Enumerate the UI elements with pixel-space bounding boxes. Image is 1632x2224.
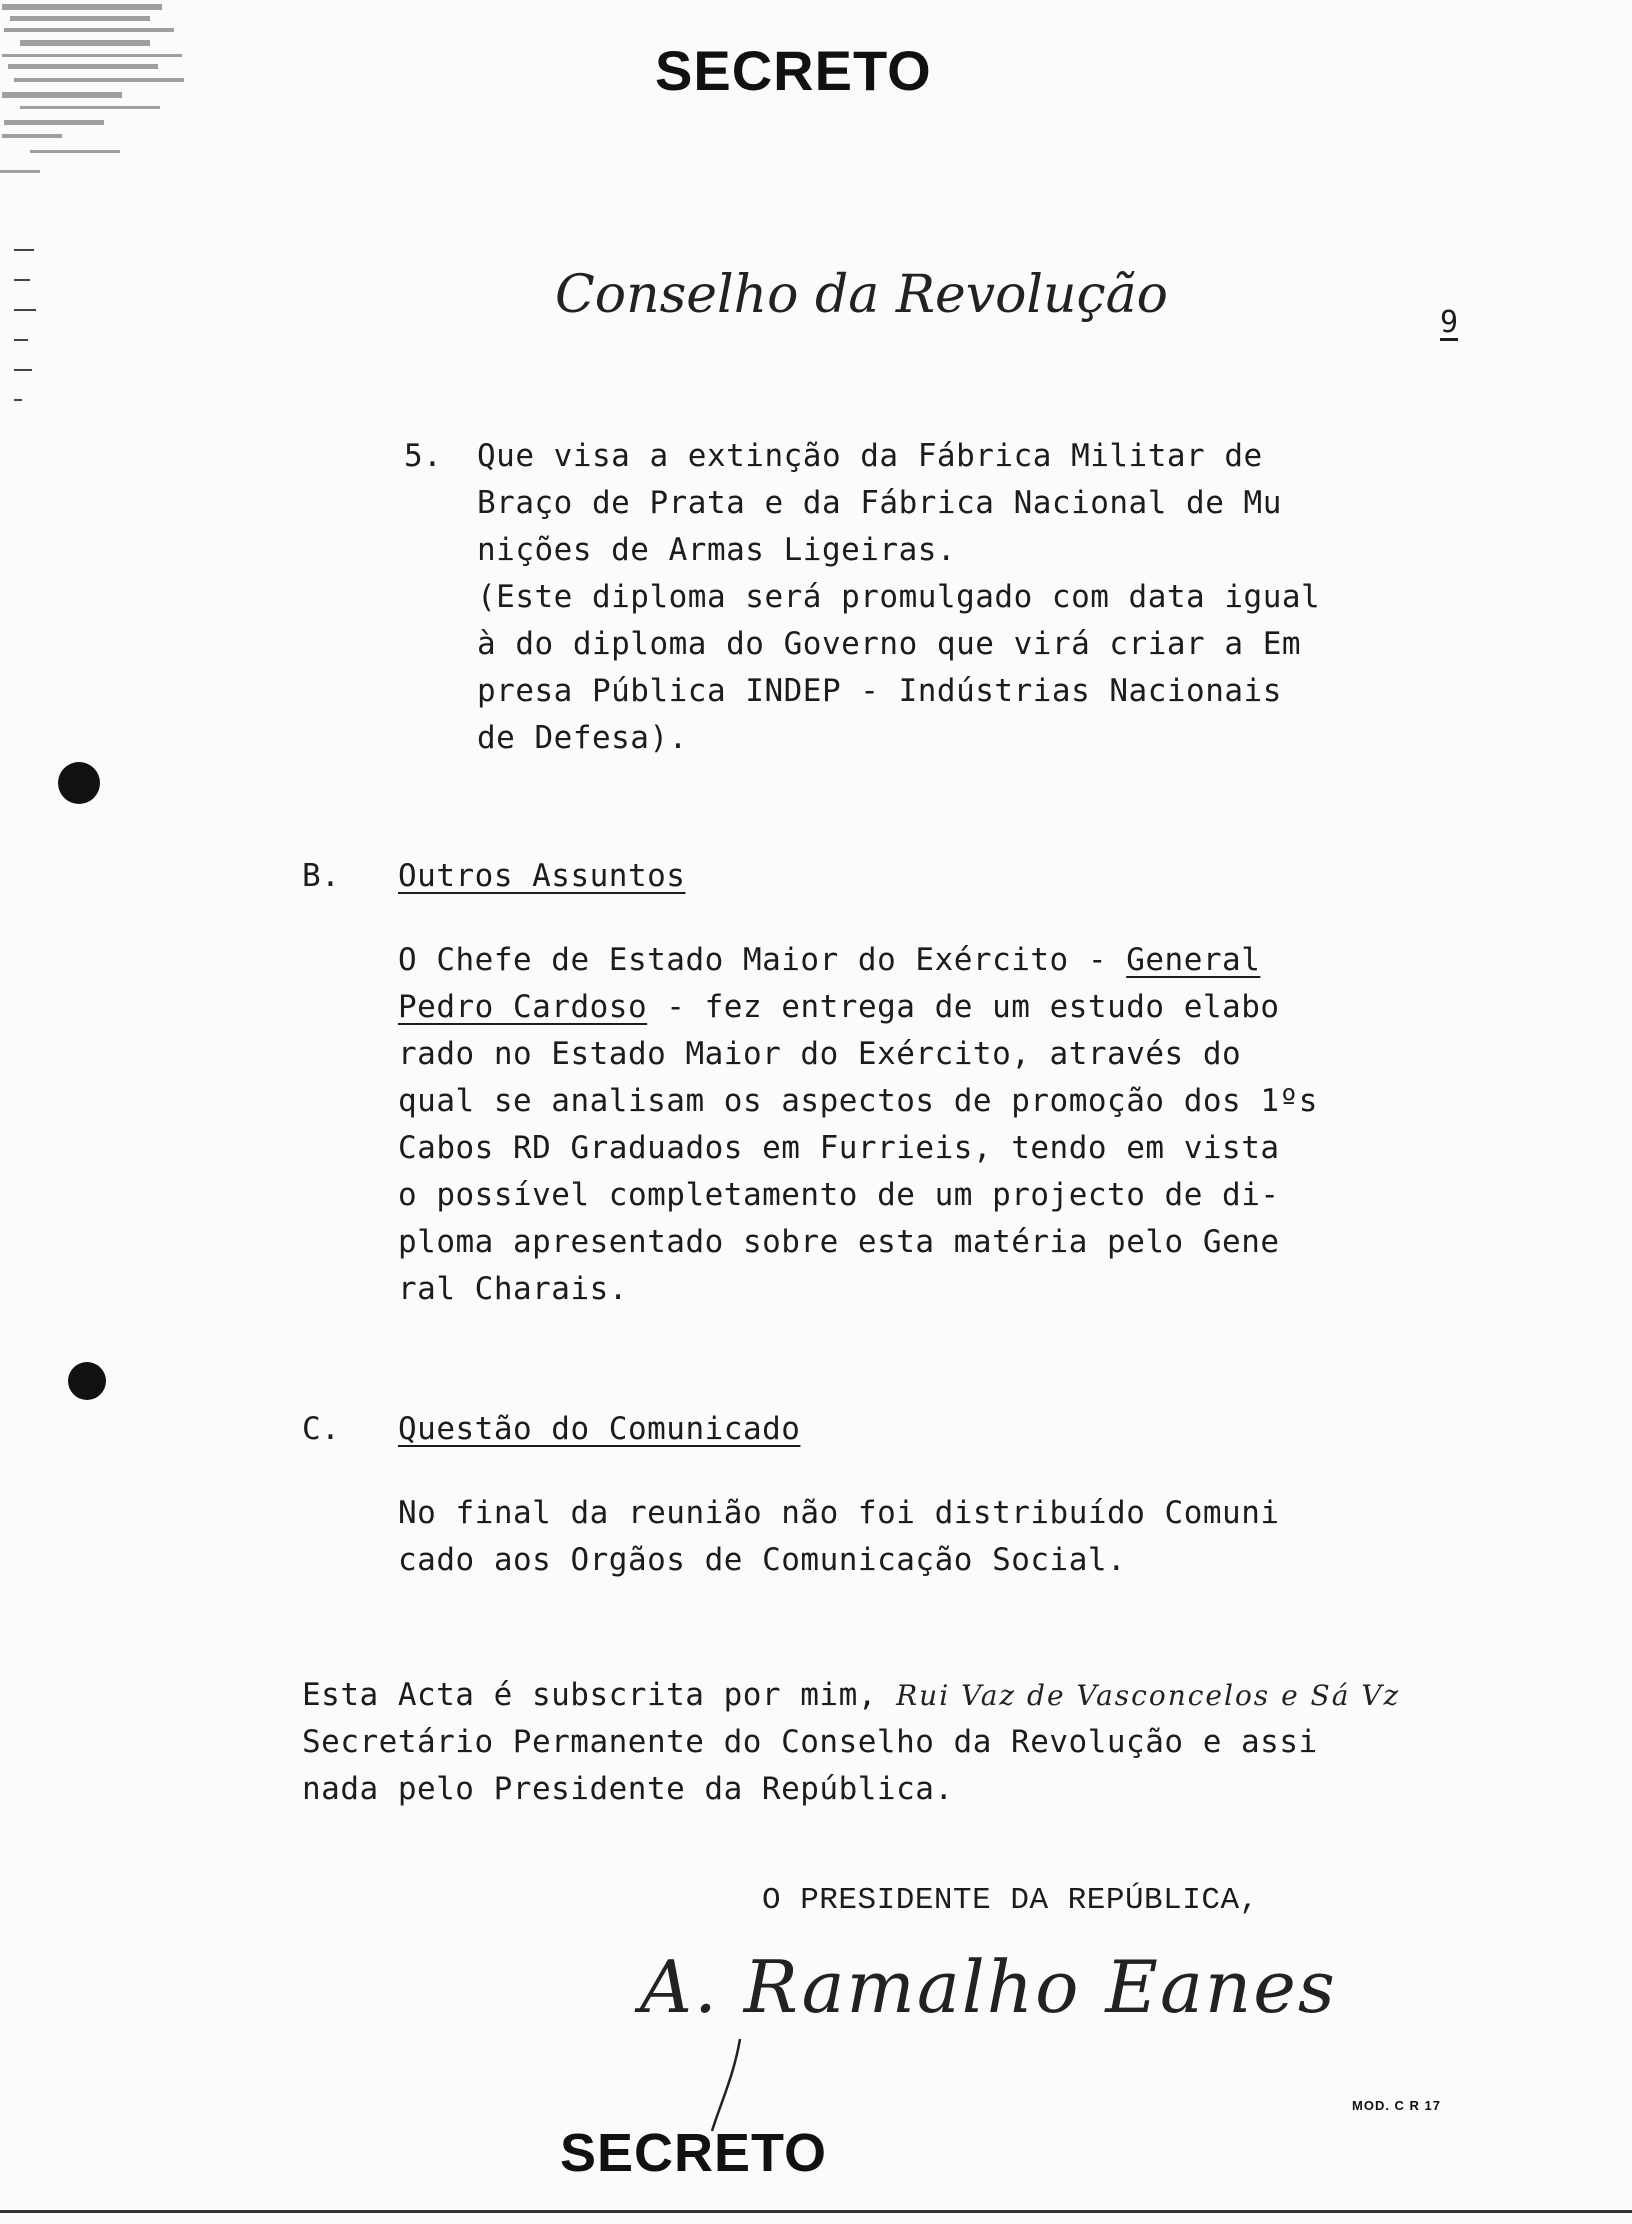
- section-b-line: qual se analisam os aspectos de promoção dos 1ºs: [398, 1083, 1318, 1119]
- item-5-line: Que visa a extinção da Fábrica Militar de: [477, 438, 1263, 474]
- item-5-line: presa Pública INDEP - Indústrias Nacionais: [477, 673, 1282, 709]
- closing-line: nada pelo Presidente da República.: [302, 1771, 954, 1807]
- margin-ticks: [10, 240, 40, 430]
- punch-hole-top: [58, 762, 100, 804]
- closing-line: Secretário Permanente do Conselho da Revolução e assi: [302, 1724, 1318, 1760]
- item-5-line: nições de Armas Ligeiras.: [477, 532, 957, 568]
- page-number: 9: [1440, 305, 1459, 340]
- closing-text: Esta Acta é subscrita por mim,: [302, 1677, 877, 1713]
- section-c-line: cado aos Orgãos de Comunicação Social.: [398, 1542, 1127, 1578]
- item-5-number: 5.: [404, 438, 443, 474]
- form-code: MOD. C R 17: [1352, 2098, 1442, 2113]
- item-5-line: (Este diploma será promulgado com data igual: [477, 579, 1321, 615]
- section-b-line: o possível completamento de um projecto de di-: [398, 1177, 1280, 1213]
- signature-title: O PRESIDENTE DA REPÚBLICA,: [762, 1883, 1259, 1918]
- section-b-name-underlined: General: [1126, 942, 1261, 978]
- top-classification-stamp: SECRETO: [655, 39, 932, 102]
- item-5-paragraph: [477, 433, 1320, 762]
- section-b-line: Cabos RD Graduados em Furrieis, tendo em vista: [398, 1130, 1280, 1166]
- section-c-paragraph: [398, 1490, 1280, 1584]
- section-c-line: No final da reunião não foi distribuído Comuni: [398, 1495, 1280, 1531]
- handwritten-secretary-name: Rui Vaz de Vasconcelos e Sá Vz: [896, 1679, 1401, 1712]
- bottom-edge-line: [0, 2210, 1632, 2213]
- item-5-line: de Defesa).: [477, 720, 688, 756]
- punch-hole-bottom: [68, 1362, 106, 1400]
- president-signature: A. Ramalho Eanes: [640, 1945, 1337, 2029]
- section-b-text: - fez entrega de um estudo elabo: [647, 989, 1280, 1025]
- section-b-line: ral Charais.: [398, 1271, 628, 1307]
- signature-flourish: [700, 2035, 760, 2135]
- bottom-classification-stamp: SECRETO: [560, 2123, 828, 2183]
- section-b-line: ploma apresentado sobre esta matéria pelo Gene: [398, 1224, 1280, 1260]
- section-b-title: Outros Assuntos: [398, 858, 686, 894]
- closing-paragraph: [302, 1672, 1400, 1813]
- item-5-line: Braço de Prata e da Fábrica Nacional de Mu: [477, 485, 1282, 521]
- letterhead-title: Conselho da Revolução: [555, 265, 1168, 325]
- section-b-name-underlined: Pedro Cardoso: [398, 989, 648, 1025]
- section-b-letter: B.: [302, 858, 341, 894]
- item-5-line: à do diploma do Governo que virá criar a Em: [477, 626, 1302, 662]
- section-b-paragraph: [398, 937, 1318, 1313]
- section-b-line: rado no Estado Maior do Exército, através do: [398, 1036, 1242, 1072]
- section-c-letter: C.: [302, 1411, 341, 1447]
- section-c-title: Questão do Comunicado: [398, 1411, 801, 1447]
- scan-noise: [0, 0, 210, 200]
- section-b-text: O Chefe de Estado Maior do Exército -: [398, 942, 1127, 978]
